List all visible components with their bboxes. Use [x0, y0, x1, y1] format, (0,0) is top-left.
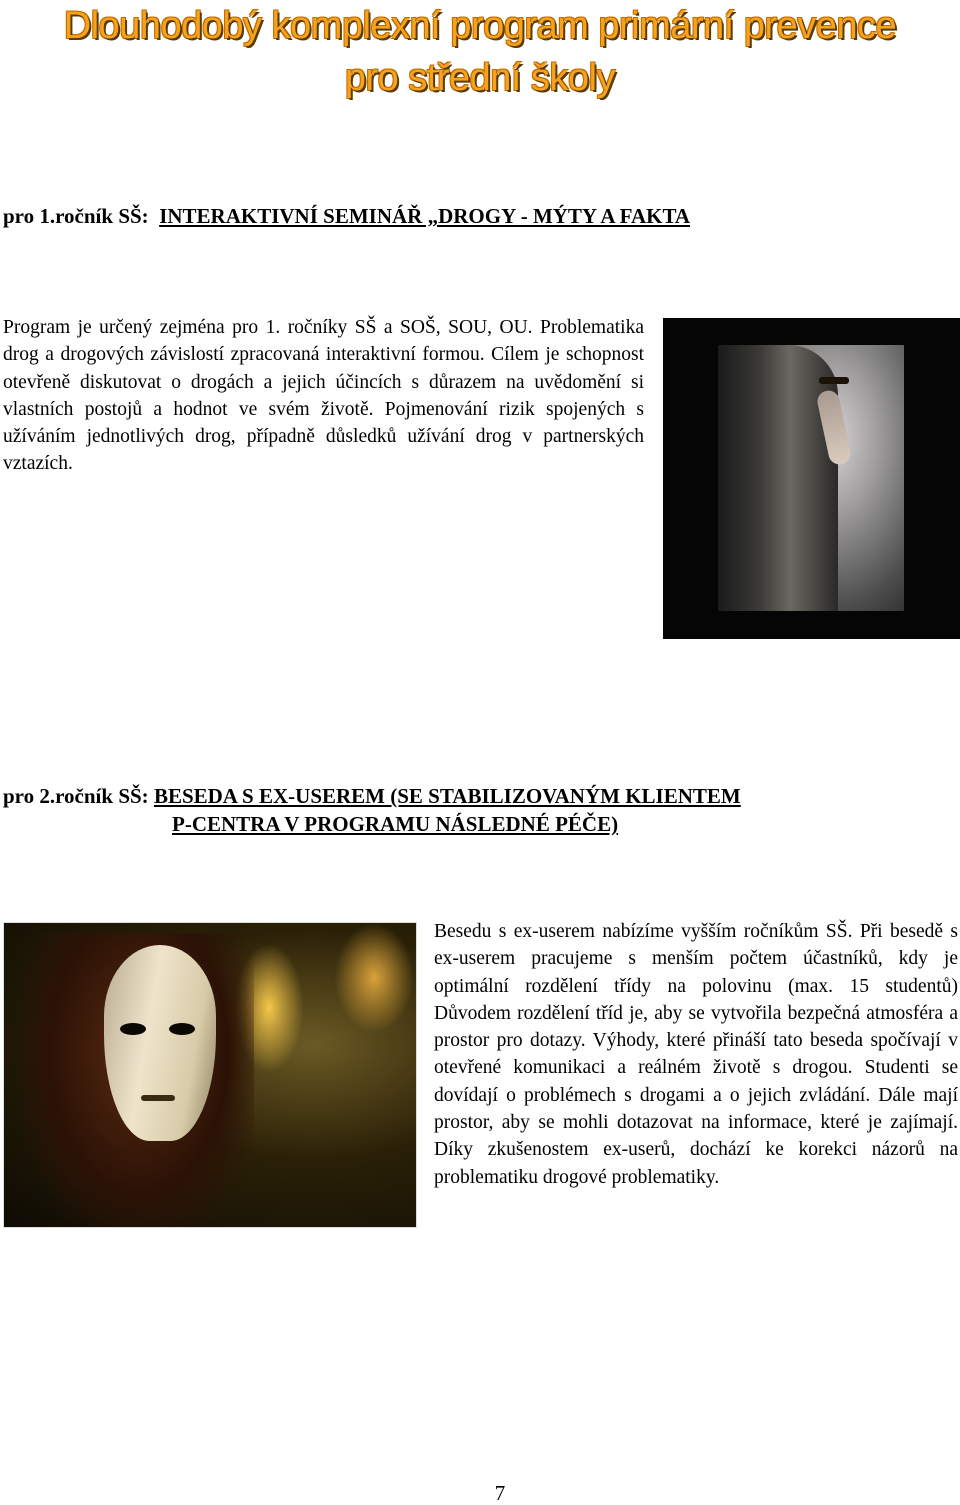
section2-text: Besedu s ex-userem nabízíme vyšším ročníkům SŠ. Při besedě s ex-userem pracujeme s menším počtem účastníků, kdy je optimální rozdělení třídy na polovinu (max. 15 studentů) Důvodem rozdělení tříd je, aby se vytvořila bezpečná atmosféra a prostor pro dotazy. Výhody, které přináší tato beseda spočívají v otevřené komunikaci a reálném životě s drogou. Studenti se dovídají o problémech s drogami a o jejich zvládání. Dále mají prostor, aby se mohli dotazovat na informace, které je zajímají. Díky zkušenostem ex-userů, dochází ke korekci názorů na problematiku drogové problematiky.	[434, 921, 958, 1188]
title-line-2: pro střední školy	[344, 57, 616, 99]
section1-prefix: pro 1.ročník SŠ:	[3, 204, 149, 228]
photo-mask-eye	[169, 1023, 195, 1035]
section1-heading	[3, 202, 690, 230]
page-number: 7	[494, 1481, 506, 1505]
photo-mask-eye	[120, 1023, 146, 1035]
photo-leg-hand	[663, 318, 960, 639]
photo-wristband-shape	[819, 377, 849, 384]
title-line-1: Dlouhodobý komplexní program primární prevence	[63, 5, 897, 47]
section2-title-line-1: BESEDA S EX-USEREM (SE STABILIZOVANÝM KLIENTEM	[153, 784, 741, 808]
photo-mask-face	[104, 945, 216, 1141]
page-title	[0, 0, 960, 104]
section2-prefix: pro 2.ročník SŠ:	[3, 784, 149, 808]
photo-light-glow	[334, 923, 414, 1033]
section2-title-line-2: P-CENTRA V PROGRAMU NÁSLEDNÉ PÉČE)	[172, 812, 619, 836]
photo-leg-shape	[718, 345, 838, 611]
section1-text: Program je určený zejména pro 1. ročníky SŠ a SOŠ, SOU, OU. Problematika drog a drogových závislostí zpracovaná interaktivní formou. Cílem je schopnost otevřeně diskutovat o drogách a jejich účincích s důrazem na uvědomění si vlastních postojů a hodnot ve svém životě. Pojmenování rizik spojených s užíváním jednotlivých drog, případně důsledků užívání drog v partnerských vztazích.	[3, 317, 644, 475]
photo-leg-hand-frame	[718, 345, 904, 611]
section1-title: INTERAKTIVNÍ SEMINÁŘ „DROGY - MÝTY A FAKTA	[159, 204, 691, 228]
section2-heading	[3, 782, 883, 810]
photo-mask-mouth	[141, 1095, 175, 1101]
photo-mask	[3, 922, 417, 1228]
